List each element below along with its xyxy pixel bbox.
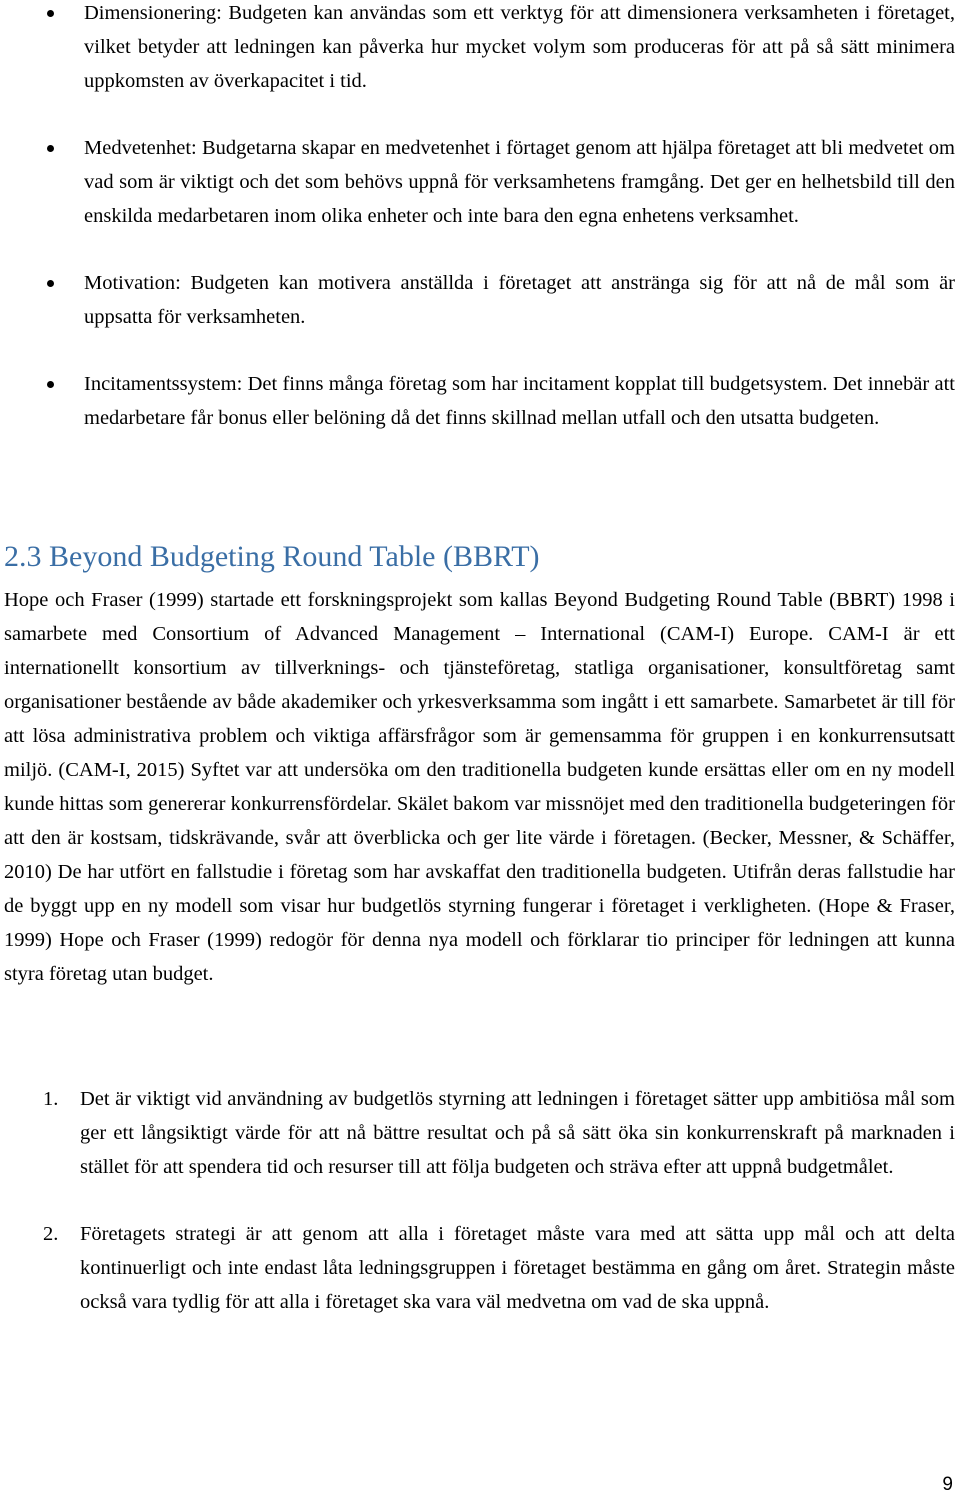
list-item <box>0 131 960 233</box>
bullet-icon <box>47 10 54 17</box>
bullet-text: Dimensionering: Budgeten kan användas som ett verktyg för att dimensionera verksamheten i företaget, vilket betyder att ledningen kan påverka hur mycket volym som produceras för att på så sätt minimera uppkomsten av överkapacitet i tid. <box>84 2 955 92</box>
page-number: 9 <box>942 1474 953 1495</box>
bullet-text: Incitamentssystem: Det finns många företag som har incitament kopplat till budgetsystem. Det innebär att medarbetare får bonus eller belöning då det finns skillnad mellan utfall och den utsatta budgeten. <box>84 373 955 429</box>
list-item <box>0 0 960 98</box>
bullet-text: Medvetenhet: Budgetarna skapar en medvetenhet i förtaget genom att hjälpa företaget att bli medvetet om vad som är viktigt och det som behövs uppnå för verksamhetens framgång. Det ger en helhetsbild till den enskilda medarbetaren inom olika enheter och inte bara den egna enhetens verksamhet. <box>84 137 955 227</box>
bullet-icon <box>47 145 54 152</box>
bullet-icon <box>47 280 54 287</box>
list-item <box>0 266 960 334</box>
body-paragraph: Hope och Fraser (1999) startade ett forskningsprojekt som kallas Beyond Budgeting Round Table (BBRT) 1998 i samarbete med Consortium of Advanced Management – International (CAM-I) Europe. CAM-I är ett internationellt konsortium av tillverknings- och tjänsteföretag, statliga organisationer, konsultföretag samt organisationer bestående av både akademiker och yrkesverksamma som ingått i ett samarbete. Samarbetet är till för att lösa administrativa problem och viktiga affärsfrågor som är gemensamma för gruppen i en konkurrensutsatt miljö. (CAM-I, 2015) Syftet var att undersöka om den traditionella budgeten kunde ersättas eller om en ny modell kunde hittas som genererar konkurrensfördelar. Skälet bakom var missnöjet med den traditionella budgeteringen för att den är kostsam, tidskrävande, svår att överblicka och ger lite värde i företagen. (Becker, Messner, & Schäffer, 2010) De har utfört en fallstudie i företag som har avskaffat den traditionella budgeten. Utifrån deras fallstudie har de byggt upp en ny modell som visar hur budgetlös styrning fungerar i företaget i verkligheten. (Hope & Fraser, 1999) Hope och Fraser (1999) redogör för denna nya modell och förklarar tio principer för ledningen att kunna styra företag utan budget. <box>4 589 955 985</box>
list-item <box>0 1082 960 1184</box>
section-heading: 2.3 Beyond Budgeting Round Table (BBRT) <box>4 540 540 573</box>
bullet-icon <box>47 381 54 388</box>
list-item <box>0 1217 960 1319</box>
list-item <box>0 367 960 435</box>
numbered-list <box>0 1082 960 1352</box>
list-number: 1. <box>43 1088 59 1110</box>
list-number: 2. <box>43 1223 59 1245</box>
list-item-text: Det är viktigt vid användning av budgetlös styrning att ledningen i företaget sätter upp ambitiösa mål som ger ett långsiktigt värde för att nå bättre resultat och på så sätt öka sin konkurrenskraft på marknaden i stället för att spendera tid och resurser till att följa budgeten och sträva efter att uppnå budgetmålet. <box>80 1088 955 1178</box>
bullet-list <box>0 0 960 468</box>
bullet-text: Motivation: Budgeten kan motivera anställda i företaget att anstränga sig för att nå de mål som är uppsatta för verksamheten. <box>84 272 955 328</box>
list-item-text: Företagets strategi är att genom att alla i företaget måste vara med att sätta upp mål och att delta kontinuerligt och inte endast låta ledningsgruppen i företaget bestämma en gång om året. Strategin måste också vara tydlig för att alla i företaget ska vara väl medvetna om vad de ska uppnå. <box>80 1223 955 1313</box>
